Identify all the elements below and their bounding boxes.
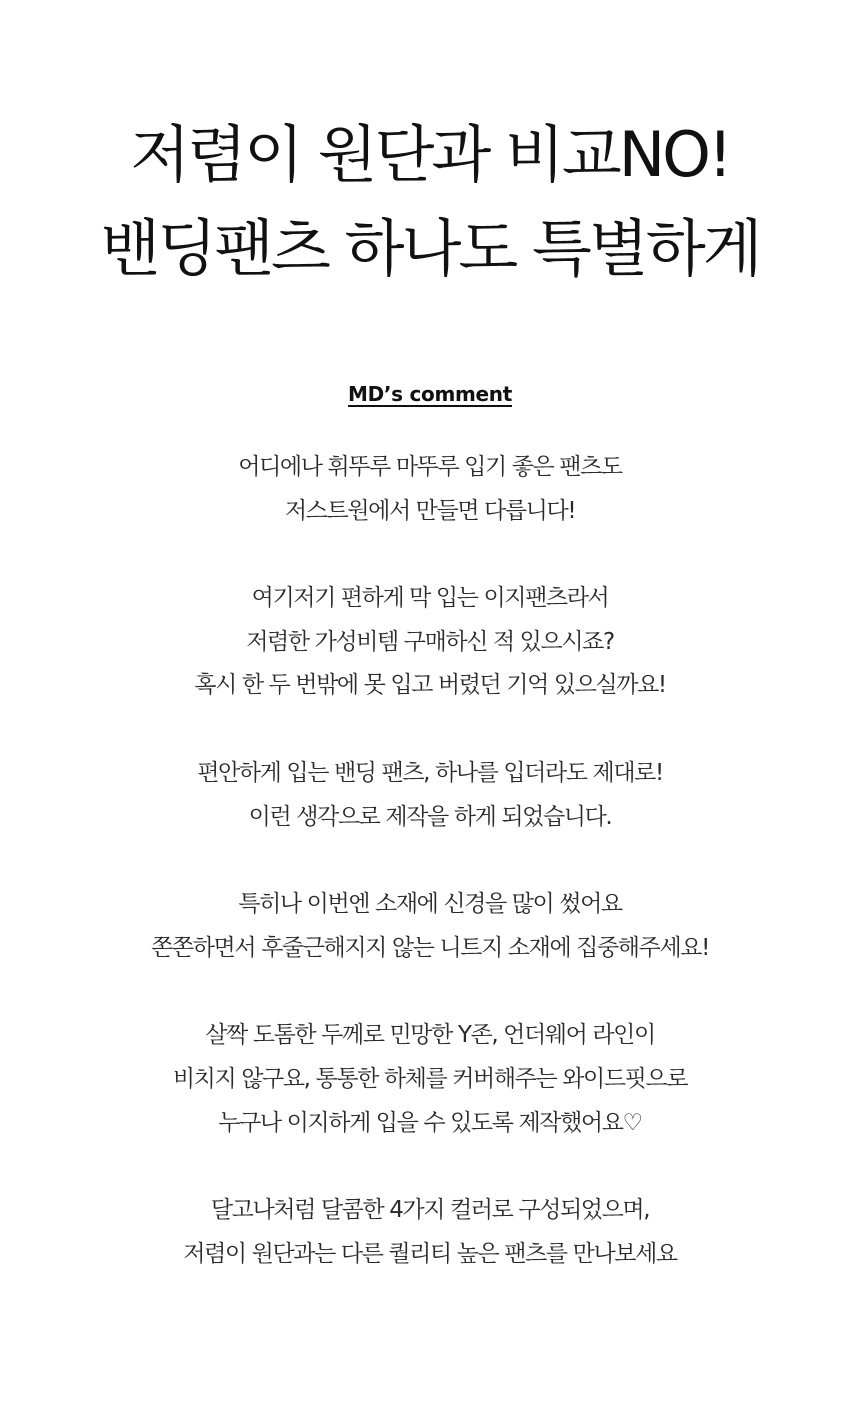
md-comment-label: MD’s comment	[347, 382, 512, 406]
headline-line-2: 밴딩팬츠 하나도 특별하게	[100, 212, 760, 285]
comment-line: 이런 생각으로 제작을 하게 되었습니다.	[248, 803, 612, 830]
comment-paragraph	[0, 752, 860, 839]
headline	[0, 108, 860, 296]
comment-line: 쫀쫀하면서 후줄근해지지 않는 니트지 소재에 집중해주세요!	[151, 934, 709, 961]
comment-paragraph	[0, 883, 860, 970]
comment-line: 편안하게 입는 밴딩 팬츠, 하나를 입더라도 제대로!	[197, 759, 663, 786]
comment-line: 어디에나 휘뚜루 마뚜루 입기 좋은 팬츠도	[238, 454, 622, 480]
md-comment-heading	[0, 382, 860, 406]
comment-paragraph	[0, 446, 860, 533]
comment-line: 달고나처럼 달콤한 4가지 컬러로 구성되었으며,	[210, 1197, 650, 1224]
headline-line-1: 저렴이 원단과 비교NO!	[130, 118, 730, 191]
md-comment-body	[0, 446, 860, 1320]
comment-paragraph	[0, 1189, 860, 1276]
comment-line: 여기저기 편하게 막 입는 이지팬츠라서	[251, 585, 609, 612]
comment-paragraph	[0, 1014, 860, 1145]
comment-line: 특히나 이번엔 소재에 신경을 많이 썼어요	[238, 891, 622, 918]
comment-line: 누구나 이지하게 입을 수 있도록 제작했어요♡	[218, 1109, 642, 1136]
comment-line: 저렴한 가성비템 구매하신 적 있으시죠?	[246, 628, 614, 655]
comment-line: 혹시 한 두 번밖에 못 입고 버렸던 기억 있으실까요!	[194, 672, 666, 699]
comment-line: 저스트원에서 만들면 다릅니다!	[284, 497, 576, 524]
comment-paragraph	[0, 577, 860, 708]
comment-line: 저렴이 원단과는 다른 퀄리티 높은 팬츠를 만나보세요	[183, 1240, 677, 1267]
comment-line: 비치지 않구요, 통통한 하체를 커버해주는 와이드핏으로	[172, 1065, 688, 1092]
comment-line: 살짝 도톰한 두께로 민망한 Y존, 언더웨어 라인이	[205, 1022, 655, 1049]
